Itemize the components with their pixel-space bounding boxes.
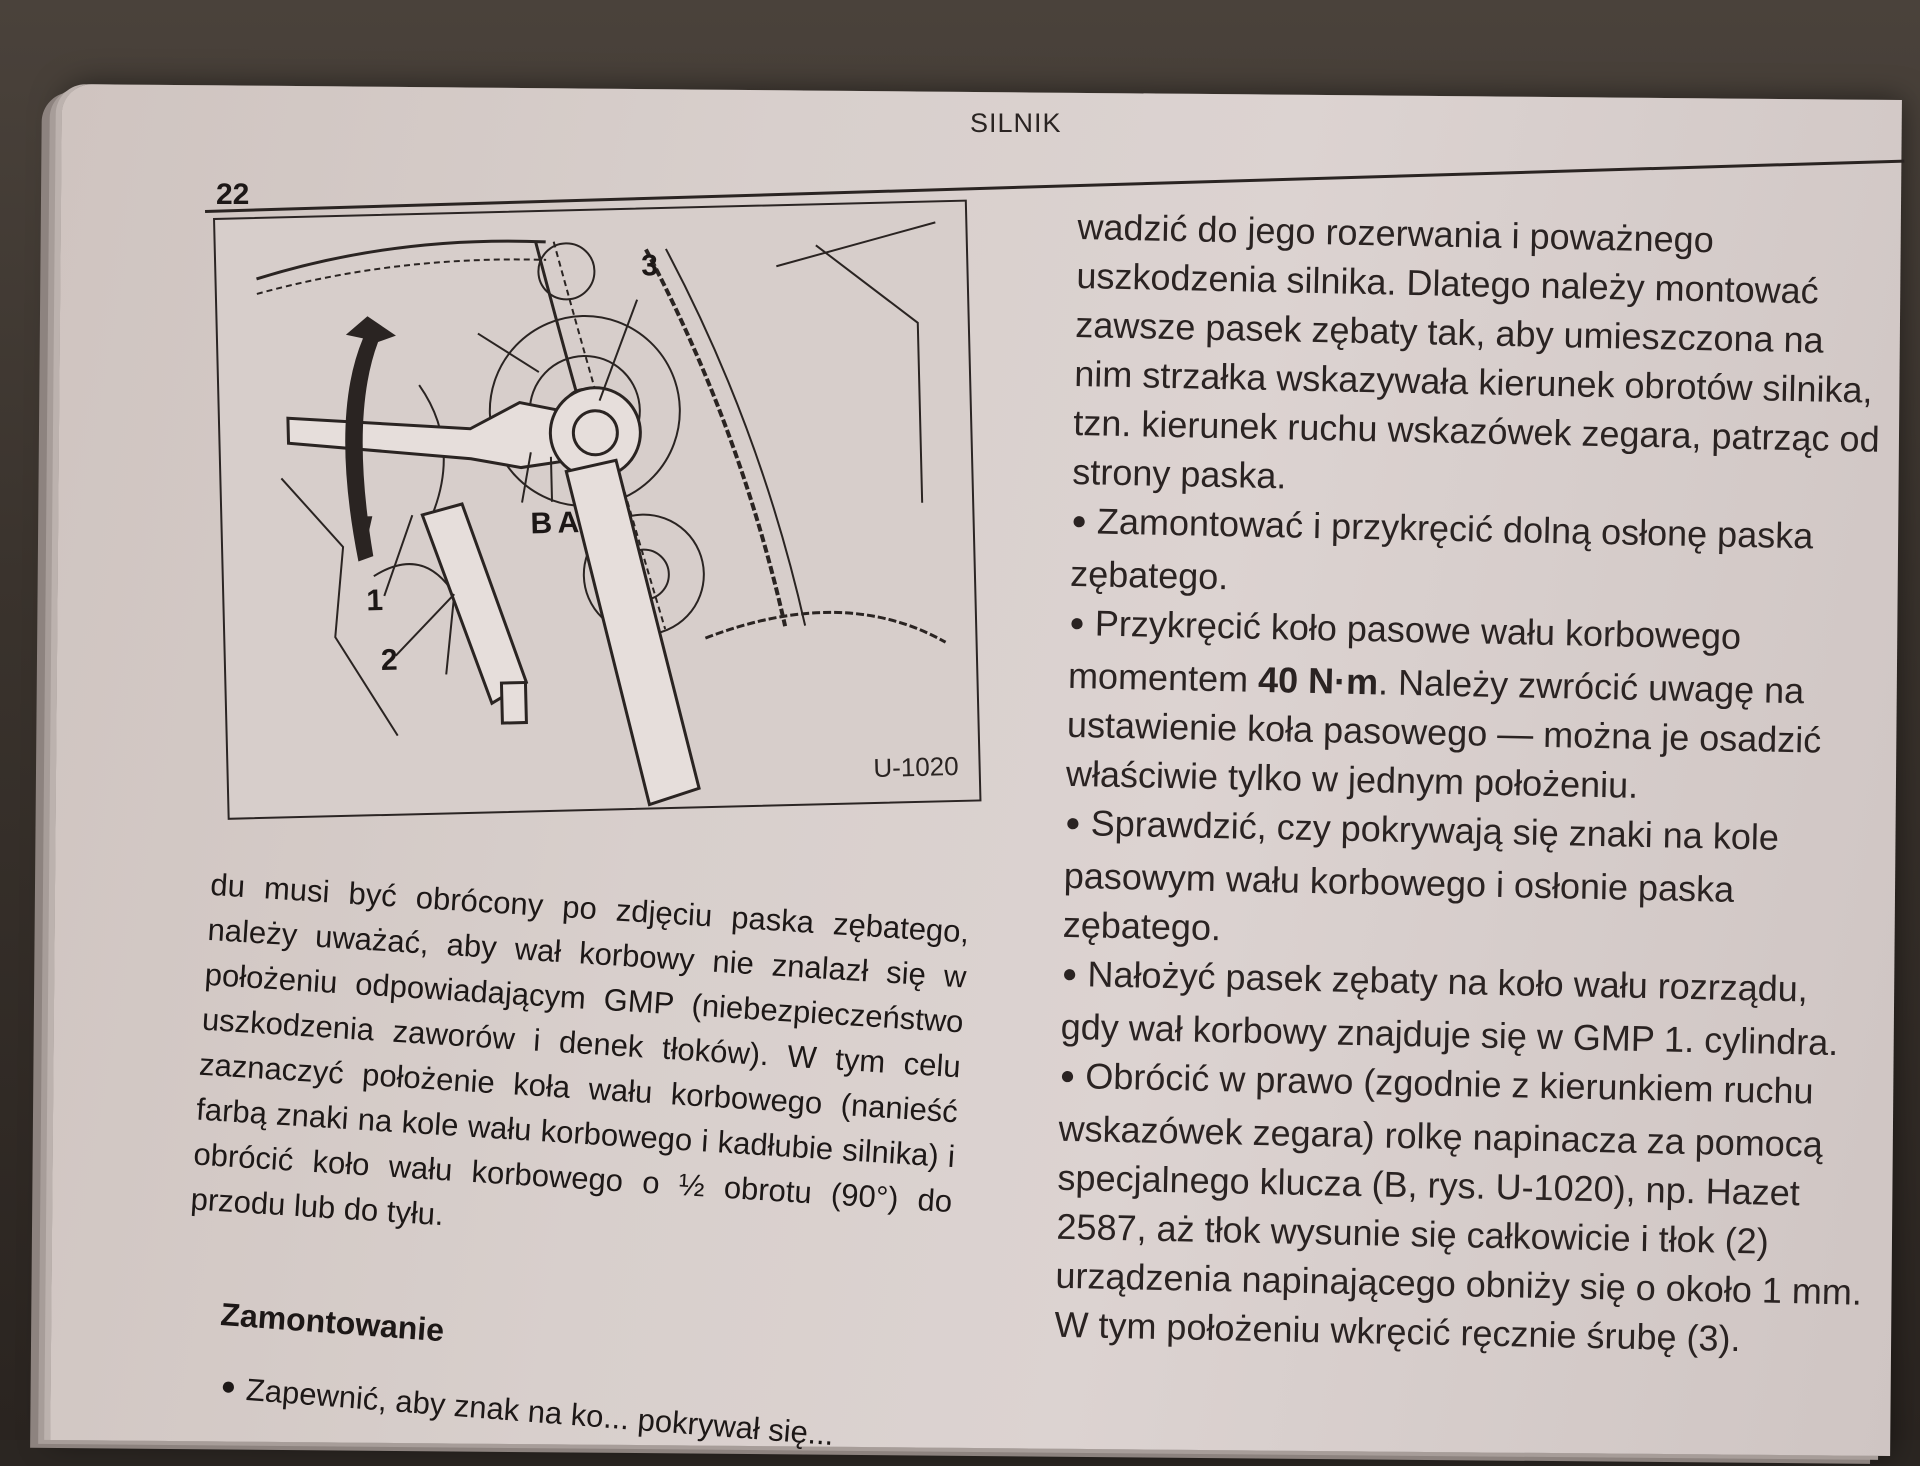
figure-label-A: A bbox=[557, 506, 580, 540]
figure-label-2: 2 bbox=[380, 643, 398, 678]
right-column bbox=[1054, 202, 1890, 1366]
timing-belt-drawing bbox=[215, 202, 979, 818]
page-number: 22 bbox=[216, 178, 250, 211]
torque-value: 40 N·m bbox=[1257, 658, 1379, 703]
right-bullet-1: ● Zamontować i przykręcić dolną osłonę paska zębatego. bbox=[1070, 496, 1884, 615]
technical-figure bbox=[213, 200, 981, 820]
right-bullet-4: ● Nałożyć pasek zębaty na koło wału rozrządu, gdy wał korbowy znajduje się w GMP 1. cylindra. bbox=[1060, 949, 1874, 1068]
right-intro: wadzić do jego rozerwania i poważnego uszkodzenia silnika. Dlatego należy montować zawsze pasek zębaty tak, aby umieszczona na nim strzałka wskazywała kierunek obrotów silnika, tzn. kierunek ruchu wskazówek zegara, patrząc od strony paska. bbox=[1071, 205, 1881, 497]
bullet-2-text-a: Przykręcić koło pasowe wału korbowego momentem bbox=[1067, 602, 1742, 700]
figure-code: U-1020 bbox=[872, 750, 959, 784]
section-heading: Zamontowanie bbox=[219, 1296, 446, 1349]
left-paragraph: du musi być obrócony po zdjęciu paska zębatego, należy uważać, aby wał korbowy nie znalazł się w położeniu odpowiadającym GMP (niebezpieczeństwo uszkodzenia zaworów i denek tłoków). W tym celu zaznaczyć położenie koła wału korbowego (nanieść farbą znaki na kole wału korbowego i kadłubie silnika) i obrócić koło wału korbowego o ½ obrotu (90°) do przodu lub do tyłu. bbox=[189, 866, 971, 1233]
left-bullet-partial: ● Zapewnić, aby znak na ko... pokrywał się... bbox=[219, 1368, 960, 1466]
right-bullet-5: ● Obrócić w prawo (zgodnie z kierunkiem ruchu wskazówek zegara) rolkę napinacza za pomocą specjalnego klucza (B, rys. U-1020), np. Hazet 2587, aż tłok wysunie się całkowicie i tłok (2) urządzenia napinającego obniży się o około 1 mm. W tym położeniu wkręcić ręcznie śrubę (3). bbox=[1054, 1051, 1872, 1366]
bullet-2-text-b: . Należy zwrócić uwagę na ustawienie koła pasowego — można je osadzić właściwie tylko w jednym położeniu. bbox=[1065, 661, 1822, 806]
right-bullet-2 bbox=[1066, 598, 1882, 815]
figure-label-1: 1 bbox=[365, 583, 384, 618]
right-bullet-3: ● Sprawdzić, czy pokrywają się znaki na kole pasowym wału korbowego i osłonie paska zębatego. bbox=[1062, 798, 1877, 966]
figure-label-3: 3 bbox=[640, 249, 659, 283]
left-column bbox=[189, 862, 970, 1269]
figure-label-B: B bbox=[530, 506, 553, 541]
running-header: SILNIK bbox=[970, 108, 1062, 138]
